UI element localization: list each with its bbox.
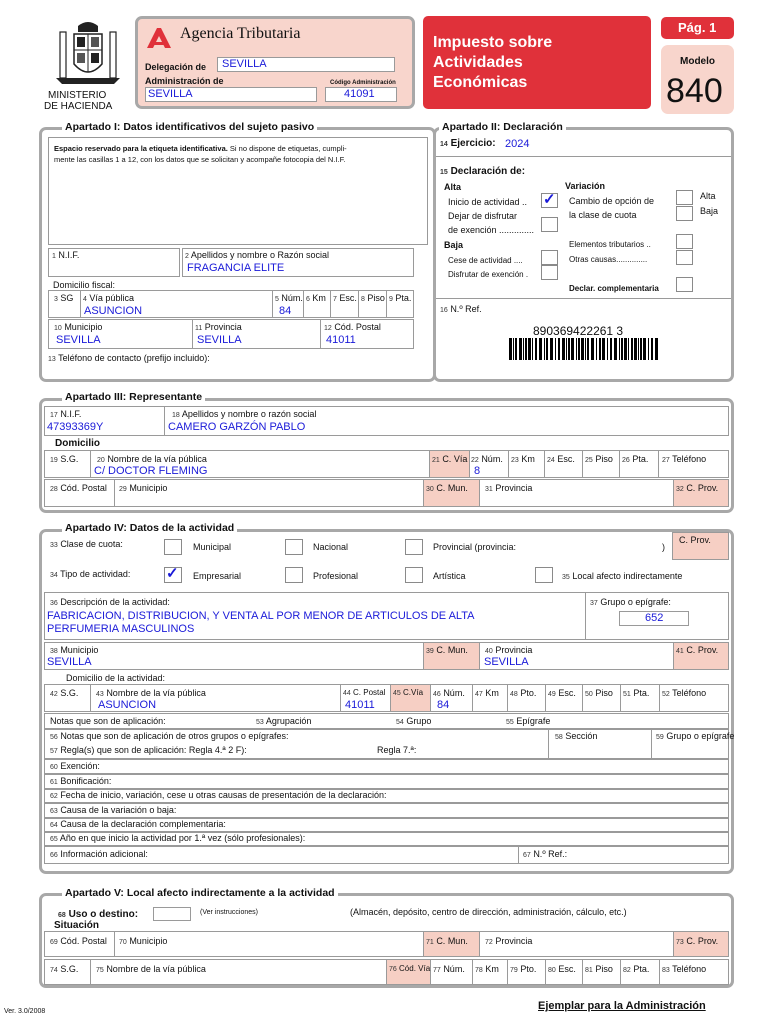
f61-label: 61 Bonificación:: [50, 776, 112, 786]
f50-label: 50 Piso: [585, 688, 613, 698]
nacional-checkbox[interactable]: [285, 539, 303, 555]
apartado3-title: Apartado III: Representante: [62, 391, 205, 403]
apartado1-title: Apartado I: Datos identificativos del sujeto pasivo: [62, 121, 317, 133]
f82-label: 82 Pta.: [623, 964, 650, 974]
f1-label: 1 N.I.F.: [52, 250, 80, 260]
f25-label: 25 Piso: [585, 454, 613, 464]
f70-label: 70 Municipio: [119, 936, 168, 946]
f55-label: 55 Epígrafe: [506, 716, 551, 726]
exencion-row[interactable]: [44, 759, 729, 774]
f83-label: 83 Teléfono: [662, 964, 707, 974]
var-baja-checkbox[interactable]: [676, 206, 693, 221]
rep-num-value: 8: [474, 465, 481, 477]
f49-label: 49 Esc.: [548, 688, 576, 698]
act-row-municipio[interactable]: [44, 642, 729, 670]
num-value: 84: [279, 305, 292, 317]
f45-label: 45 C.Vía: [393, 688, 424, 697]
profesional-checkbox[interactable]: [285, 567, 303, 583]
elementos-checkbox[interactable]: [676, 234, 693, 249]
f26-label: 26 Pta.: [622, 454, 649, 464]
f17-label: 17 N.I.F.: [50, 409, 82, 419]
page-label: Pág. 1: [678, 20, 717, 35]
f18-label: 18 Apellidos y nombre o razón social: [172, 409, 317, 419]
modelo-number: 840: [666, 72, 723, 110]
apartado4-title: Apartado IV: Datos de la actividad: [62, 522, 237, 534]
f40-label: 40 Provincia: [485, 645, 533, 655]
f47-label: 47 Km: [475, 688, 499, 698]
ministry-line2: DE HACIENDA: [44, 101, 113, 112]
f75-label: 75 Nombre de la vía pública: [96, 964, 206, 974]
f59-label: 59 Grupo o epígrafe: [656, 731, 735, 741]
version-label: Ver. 3.0/2008: [4, 1008, 46, 1015]
f8-label: 8 Piso: [361, 293, 385, 303]
f52-label: 52 Teléfono: [662, 688, 707, 698]
descripcion-line1: FABRICACION, DISTRIBUCION, Y VENTA AL POR MENOR DE ARTICULOS DE ALTA: [47, 610, 475, 622]
f58-label: 58 Sección: [555, 731, 598, 741]
nacional-label: Nacional: [313, 542, 349, 552]
cese-label: Cese de actividad ....: [448, 256, 523, 265]
f71-label: 71 C. Mun.: [426, 936, 468, 946]
situacion-label: Situación: [54, 920, 100, 931]
f68-label: 68 Uso o destino:: [58, 909, 139, 920]
f56-label: 56 Notas que son de aplicación de otros grupos o epígrafes:: [50, 731, 289, 741]
delegacion-label: Delegación de: [145, 62, 207, 72]
via-publica-value: ASUNCION: [84, 305, 143, 317]
municipio-value: SEVILLA: [56, 334, 101, 346]
cprov-top-label: C. Prov.: [679, 535, 711, 545]
rep-nombre-value: CAMERO GARZÓN PABLO: [168, 421, 306, 433]
empresarial-check-icon: ✓: [166, 565, 179, 582]
bonificacion-row[interactable]: [44, 774, 729, 789]
cod-postal-value: 41011: [326, 334, 356, 346]
rep-row1[interactable]: [44, 406, 729, 436]
f65-label: 65 Año en que inicio la actividad por 1.ª vez (sólo profesionales):: [50, 833, 306, 843]
disfrutar-label: Disfrutar de exención .: [448, 270, 529, 279]
municipal-label: Municipal: [193, 542, 232, 552]
alta-label: Alta: [444, 182, 462, 192]
f76-label: 76 Cód. Vía: [389, 964, 431, 973]
f42-label: 42 S.G.: [50, 688, 79, 698]
f51-label: 51 Pta.: [623, 688, 650, 698]
f27-label: 27 Teléfono: [662, 454, 707, 464]
administracion-label: Administración de: [145, 76, 224, 86]
disfrutar-checkbox[interactable]: [541, 265, 558, 280]
f77-label: 77 Núm.: [433, 964, 465, 974]
apartado2-title: Apartado II: Declaración: [439, 121, 566, 133]
f15-label: 15 Declaración de:: [440, 166, 526, 177]
dejar-label1: Dejar de disfrutar: [448, 211, 518, 221]
cambio-label1: Cambio de opción de: [569, 196, 655, 206]
domicilio-actividad-label: Domicilio de la actividad:: [66, 673, 166, 683]
apartado5-title: Apartado V: Local afecto indirectamente a la actividad: [62, 887, 338, 899]
empresarial-label: Empresarial: [193, 571, 242, 581]
f48-label: 48 Pto.: [510, 688, 537, 698]
f38-label: 38 Municipio: [50, 645, 99, 655]
dejar-label2: de exención ..............: [448, 225, 535, 235]
act-municipio-value: SEVILLA: [47, 656, 92, 668]
f28-label: 28 Cód. Postal: [50, 483, 107, 493]
act-num-value: 84: [437, 699, 450, 711]
codigo-admin-value: 41091: [344, 88, 375, 100]
f4-label: 4 Vía pública: [83, 293, 134, 303]
f81-label: 81 Piso: [585, 964, 613, 974]
f22-label: 22 Núm.: [471, 454, 503, 464]
f19-label: 19 S.G.: [50, 454, 79, 464]
descripcion-line2: PERFUMERIA MASCULINOS: [47, 623, 195, 635]
almacen-label: (Almacén, depósito, centro de dirección, administración, cálculo, etc.): [350, 907, 627, 917]
act-via-value: ASUNCION: [98, 699, 157, 711]
f43-label: 43 Nombre de la vía pública: [96, 688, 206, 698]
variacion-label: Variación: [565, 181, 606, 191]
epigrafe-value: 652: [645, 612, 664, 624]
ejercicio-value: 2024: [505, 138, 530, 150]
f14-label: 14 Ejercicio:: [440, 138, 496, 149]
ejemplar-label: Ejemplar para la Administración: [538, 1000, 706, 1012]
f80-label: 80 Esc.: [548, 964, 576, 974]
f62-label: 62 Fecha de inicio, variación, cese u otras causas de presentación de la declaración:: [50, 790, 387, 800]
f6-label: 6 Km: [306, 293, 326, 303]
f16-label: 16 N.º Ref.: [440, 304, 482, 314]
domicilio-fiscal-label: Domicilio fiscal:: [53, 280, 116, 290]
rep-nif-value: 47393369Y: [47, 421, 104, 433]
artistica-label: Artística: [433, 571, 466, 581]
f12-label: 12 Cód. Postal: [324, 322, 381, 332]
administracion-value: SEVILLA: [148, 88, 193, 100]
f79-label: 79 Pto.: [510, 964, 537, 974]
dejar-checkbox[interactable]: [541, 217, 558, 232]
f10-label: 10 Municipio: [54, 322, 103, 332]
delegacion-value: SEVILLA: [222, 58, 267, 70]
f78-label: 78 Km: [475, 964, 499, 974]
f60-label: 60 Exención:: [50, 761, 100, 771]
f7-label: 7 Esc.: [333, 293, 357, 303]
f57-label: 57 Regla(s) que son de aplicación: Regla 4.ª 2 F):: [50, 745, 247, 755]
f11-label: 11 Provincia: [195, 322, 242, 332]
local-afecto-checkbox[interactable]: [535, 567, 553, 583]
f36-label: 36 Descripción de la actividad:: [50, 597, 170, 607]
f29-label: 29 Municipio: [119, 483, 168, 493]
ministry-line1: MINISTERIO: [48, 90, 107, 101]
act-provincia-value: SEVILLA: [484, 656, 529, 668]
artistica-checkbox[interactable]: [405, 567, 423, 583]
f30-label: 30 C. Mun.: [426, 483, 468, 493]
title-line1: Impuesto sobre: [433, 34, 553, 51]
inicio-check-icon: ✓: [543, 191, 556, 208]
f63-label: 63 Causa de la variación o baja:: [50, 805, 177, 815]
f20-label: 20 Nombre de la vía pública: [97, 454, 207, 464]
etiqueta-text: Espacio reservado para la etiqueta identificativa. Si no dispone de etiquetas, cumpli-: [54, 144, 347, 153]
f53-label: 53 Agrupación: [256, 716, 312, 726]
title-line2: Actividades: [433, 54, 523, 71]
title-line3: Económicas: [433, 74, 528, 91]
f21-label: 21 C. Vía: [432, 454, 468, 464]
rep-domicilio-label: Domicilio: [55, 438, 101, 449]
f69-label: 69 Cód. Postal: [50, 936, 107, 946]
f35-label: 35 Local afecto indirectamente: [562, 571, 683, 581]
uso-destino-field[interactable]: [153, 907, 191, 921]
var-alta-label: Alta: [700, 191, 716, 201]
f72-label: 72 Provincia: [485, 936, 533, 946]
profesional-label: Profesional: [313, 571, 359, 581]
f32-label: 32 C. Prov.: [676, 483, 719, 493]
agency-name: Agencia Tributaria: [180, 25, 301, 42]
elementos-label: Elementos tributarios ..: [569, 240, 651, 249]
f73-label: 73 C. Prov.: [676, 936, 719, 946]
f33-label: 33 Clase de cuota:: [50, 539, 123, 549]
cambio-label2: la clase de cuota: [569, 210, 637, 220]
provincial-close: ): [662, 542, 665, 552]
rep-via-value: C/ DOCTOR FLEMING: [94, 465, 208, 477]
f2-label: 2 Apellidos y nombre o Razón social: [185, 250, 329, 260]
f5-label: 5 Núm.: [275, 293, 303, 303]
inicio-label: Inicio de actividad ..: [448, 197, 528, 207]
declar-checkbox[interactable]: [676, 277, 693, 292]
var-alta-checkbox[interactable]: [676, 190, 693, 205]
provincial-label: Provincial (provincia:: [433, 542, 517, 552]
f9-label: 9 Pta.: [389, 293, 412, 303]
modelo-label: Modelo: [680, 56, 715, 67]
f39-label: 39 C. Mun.: [426, 645, 468, 655]
f67-label: 67 N.º Ref.:: [523, 849, 568, 859]
f41-label: 41 C. Prov.: [676, 645, 719, 655]
barcode-image: [509, 338, 661, 360]
f31-label: 31 Provincia: [485, 483, 533, 493]
f66-label: 66 Información adicional:: [50, 849, 148, 859]
regla7-label: Regla 7.ª:: [377, 745, 417, 755]
f54-label: 54 Grupo: [396, 716, 432, 726]
etiqueta-box: [48, 137, 428, 245]
f64-label: 64 Causa de la declaración complementaria:: [50, 819, 226, 829]
notas-aplic-label: Notas que son de aplicación:: [50, 716, 166, 726]
agency-logo-icon: [145, 26, 173, 50]
f34-label: 34 Tipo de actividad:: [50, 569, 131, 579]
f24-label: 24 Esc.: [547, 454, 575, 464]
declar-label: Declar. complementaria: [569, 284, 659, 293]
barcode-number: 890369422261 3: [533, 324, 624, 338]
f23-label: 23 Km: [511, 454, 535, 464]
etiqueta-text2: mente las casillas 1 a 12, con los datos que se solicitan y acompañe fotocopia del N.I.F.: [54, 155, 346, 164]
codigo-admin-label: Código Administración: [330, 80, 396, 86]
f74-label: 74 S.G.: [50, 964, 79, 974]
razon-social-value: FRAGANCIA ELITE: [187, 262, 285, 274]
cese-checkbox[interactable]: [541, 250, 558, 265]
provincia-value: SEVILLA: [197, 334, 242, 346]
municipal-checkbox[interactable]: [164, 539, 182, 555]
f46-label: 46 Núm.: [433, 688, 465, 698]
baja-label: Baja: [444, 240, 464, 250]
f13-label: 13 Teléfono de contacto (prefijo incluido):: [48, 353, 210, 363]
var-baja-label: Baja: [700, 206, 719, 216]
otras-label: Otras causas..............: [569, 255, 648, 264]
otras-checkbox[interactable]: [676, 250, 693, 265]
f37-label: 37 Grupo o epígrafe:: [590, 597, 671, 607]
f3-label: 3 SG: [54, 293, 74, 303]
coat-of-arms: [52, 18, 124, 88]
ver-instrucciones-label: (Ver instrucciones): [200, 909, 258, 916]
f44-label: 44 C. Postal: [343, 688, 386, 697]
act-cp-value: 41011: [345, 699, 375, 711]
provincial-checkbox[interactable]: [405, 539, 423, 555]
